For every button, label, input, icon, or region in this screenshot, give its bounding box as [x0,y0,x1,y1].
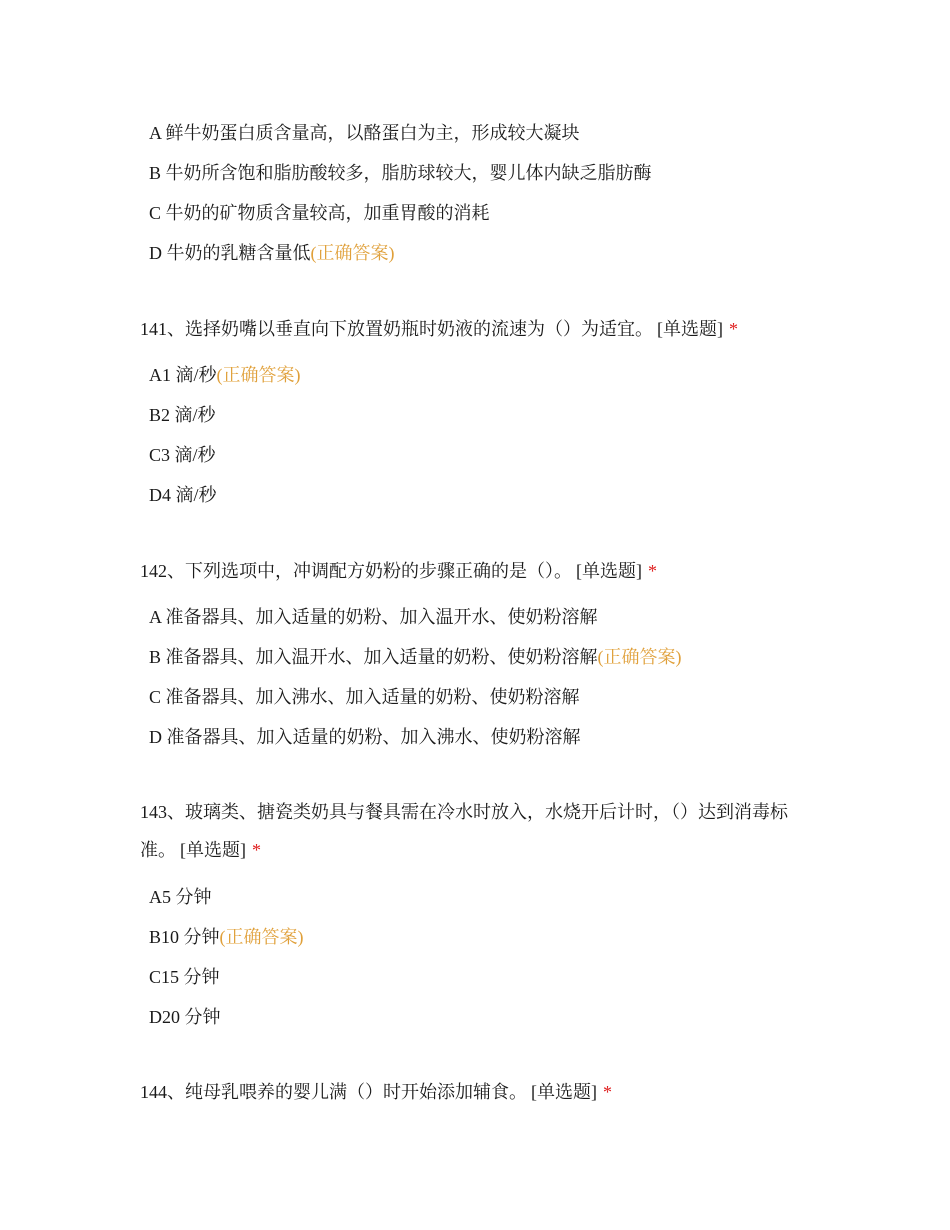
question-type-label: [单选题] [531,1082,597,1102]
option-q140-c: C 牛奶的矿物质含量较高，加重胃酸的消耗 [149,203,490,223]
question-143 [140,793,810,869]
required-marker: * [648,561,657,581]
question-type-label: [单选题] [657,319,723,339]
question-144 [140,1073,810,1111]
correct-answer-marker: (正确答案) [219,927,304,947]
question-142 [140,552,810,590]
option-q142-b: B 准备器具、加入温开水、加入适量的奶粉、使奶粉溶解(正确答案) [149,647,682,667]
required-marker: * [252,840,261,860]
question-type-label: [单选题] [576,561,642,581]
option-q140-a: A 鲜牛奶蛋白质含量高，以酪蛋白为主，形成较大凝块 [149,123,580,143]
required-marker: * [603,1082,612,1102]
option-q140-b: B 牛奶所含饱和脂肪酸较多，脂肪球较大，婴儿体内缺乏脂肪酶 [149,163,652,183]
option-q142-c: C 准备器具、加入沸水、加入适量的奶粉、使奶粉溶解 [149,687,580,707]
correct-answer-marker: (正确答案) [216,365,301,385]
question-text: 143、玻璃类、搪瓷类奶具与餐具需在冷水时放入，水烧开后计时，（）达到消毒标准。 [140,802,788,860]
option-q143-d: D20 分钟 [149,1007,221,1027]
question-type-label: [单选题] [180,840,246,860]
question-text: 142、下列选项中，冲调配方奶粉的步骤正确的是（）。 [140,561,572,581]
option-q141-a: A1 滴/秒(正确答案) [149,365,301,385]
option-q143-b: B10 分钟(正确答案) [149,927,304,947]
required-marker: * [729,319,738,339]
correct-answer-marker: (正确答案) [597,647,682,667]
option-q141-c: C3 滴/秒 [149,445,216,465]
option-q143-c: C15 分钟 [149,967,220,987]
question-141 [140,310,810,348]
question-text: 141、选择奶嘴以垂直向下放置奶瓶时奶液的流速为（）为适宜。 [140,319,653,339]
option-q143-a: A5 分钟 [149,887,212,907]
option-q142-a: A 准备器具、加入适量的奶粉、加入温开水、使奶粉溶解 [149,607,598,627]
option-q142-d: D 准备器具、加入适量的奶粉、加入沸水、使奶粉溶解 [149,727,581,747]
question-text: 144、纯母乳喂养的婴儿满（）时开始添加辅食。 [140,1082,527,1102]
option-q141-d: D4 滴/秒 [149,485,217,505]
option-q140-d: D 牛奶的乳糖含量低(正确答案) [149,243,395,263]
correct-answer-marker: (正确答案) [310,243,395,263]
option-q141-b: B2 滴/秒 [149,405,216,425]
